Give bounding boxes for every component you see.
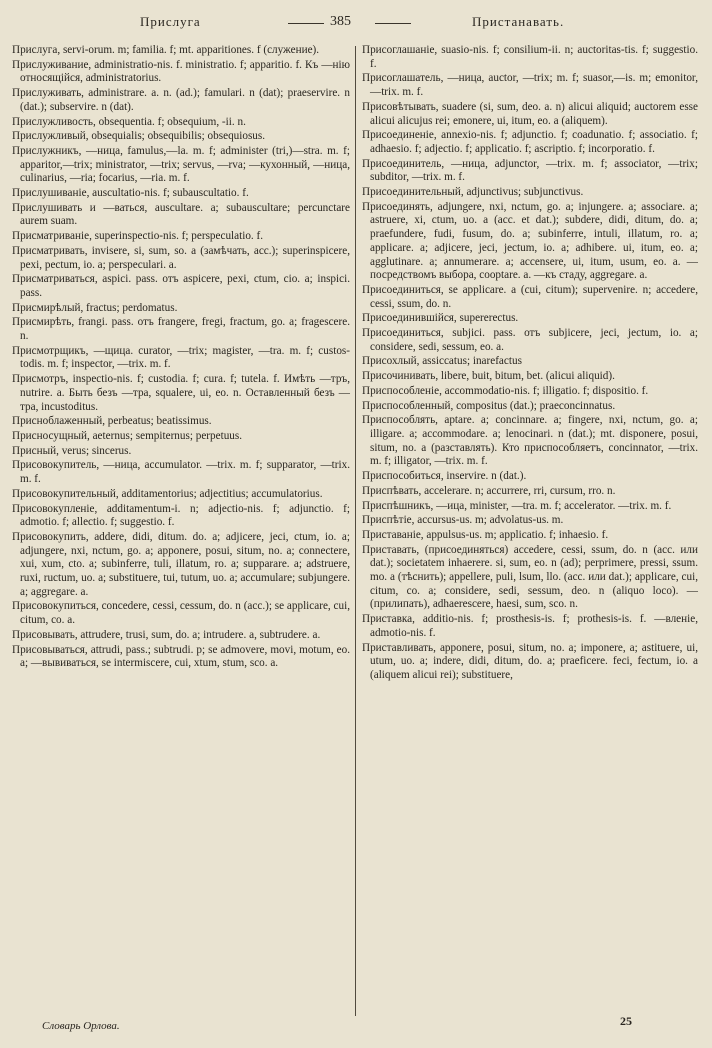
dictionary-entry: Присноблаженный, perbeatus; beatissimus. xyxy=(12,415,212,428)
dictionary-entry: Приспособиться, inservire. n (dat.). xyxy=(362,470,527,483)
dictionary-entry: Присочинивать, libere, buit, bitum, bet. (alicui aliquid). xyxy=(362,370,615,383)
dictionary-entry: Приспѣтіе, accursus-us. m; advolatus-us. m. xyxy=(362,514,564,527)
dictionary-entry: Прислужливый, obsequialis; obsequibilis; obsequiosus. xyxy=(12,130,266,143)
dictionary-entry: Присовѣтывать, suadere (si, sum, deo. a. n) alicui aliquid; auctorem esse alicui alicujus rei; emonere, ui, itum, eo. a (aliquem). xyxy=(362,100,698,127)
page-header xyxy=(0,14,712,36)
dictionary-entry: Присный, verus; sincerus. xyxy=(12,444,132,457)
dictionary-entry: Прислуживать, administrare. a. n. (ad.); famulari. n (dat); praeservire. n (dat.); subservire. n (dat). xyxy=(12,87,350,113)
right-column xyxy=(362,44,698,684)
dictionary-entry: Приспѣшникъ, —ица, minister, —tra. m. f; accelerator. —trix. m. f. xyxy=(362,499,672,512)
header-rule-right xyxy=(375,23,411,24)
dictionary-entry: Присовокупленіе, additamentum-i. n; adjectio-nis. f; adjunctio. f; admotio. f; allectio. f; suggestio. f. xyxy=(12,502,350,529)
dictionary-entry: Приспѣвать, accelerare. n; accurrere, rri, cursum, rro. n. xyxy=(362,484,616,497)
dictionary-entry: Приставка, additio-nis. f; prosthesis-is. f; prothesis-is. f. —вленіе, admotio-nis. f. xyxy=(362,613,698,639)
dictionary-entry: Присоединитель, —ница, adjunctor, —trix. m. f; associator, —trix; subditor, —trix. m. f. xyxy=(362,157,698,184)
dictionary-entry: Присносущный, aeternus; sempiternus; perpetuus. xyxy=(12,429,243,442)
dictionary-entry: Присовываться, attrudi, pass.; subtrudi. p; se admovere, movi, motum, eo. a; —вывиваться, se intermiscere, cui, xtum, stum, sco. a. xyxy=(12,643,350,670)
dictionary-entry: Присовокупить, addere, didi, ditum. do. a; adjicere, jeci, ctum, io. a; adjungere, nxi, nctum, go. a; apponere, posui, situm, no. a; connectere, xui, xum, cto. a; subinferre, tuli, illatum, ro. a; supparare. a; adstruere, ruxi, ructum, uo. a; substituere, tui, tutum, uo. a; accumulare; subjungere. a; aggregare. a. xyxy=(12,530,350,598)
dictionary-entry: Присматриваться, aspici. pass. отъ aspicere, pexi, ctum, cio. a; inspici. pass. xyxy=(12,273,350,299)
dictionary-entry: Прислуживание, administratio-nis. f. ministratio. f; apparitio. f. Къ —нію относящійся, administratorius. xyxy=(12,58,350,85)
footer-source: Словарь Орлова. xyxy=(42,1020,120,1032)
dictionary-entry: Присоединиться, subjici. pass. отъ subjicere, jeci, jectum, io. a; considere, sedi, sessum, eo. a. xyxy=(362,327,698,353)
dictionary-entry: Прислуга, servi-orum. m; familia. f; mt. apparitiones. f (служение). xyxy=(12,44,320,56)
dictionary-entry: Присоединеніе, annexio-nis. f; adjunctio. f; coadunatio. f; associatio. f; adhaesio. f; adjectio. f; applicatio. f; ascriptio. f; incorporatio. f. xyxy=(362,129,698,155)
dictionary-entry: Присматриваніе, superinspectio-nis. f; perspeculatio. f. xyxy=(12,230,264,243)
dictionary-entry: Присоглашаніе, suasio-nis. f; consilium-ii. n; auctoritas-tis. f; suggestio. f. xyxy=(362,44,698,70)
dictionary-entry: Прислушиваніе, auscultatio-nis. f; subauscultatio. f. xyxy=(12,187,249,200)
dictionary-entry: Присохлый, assiccatus; inarefactus xyxy=(362,355,522,368)
header-rule-left xyxy=(288,23,324,24)
dictionary-entry: Приставаніе, appulsus-us. m; applicatio. f; inhaesio. f. xyxy=(362,528,609,541)
dictionary-entry: Присовокупитель, —ница, accumulator. —trix. m. f; supparator, —trix. m. f. xyxy=(12,459,350,486)
dictionary-entry: Прислужникъ, —ница, famulus,—la. m. f; administer (tri,)—stra. m. f; apparitor,—trix; ministrator, —trix; servus, —rva; —кухонный, —ница, culinarius, —ria; focarius, —ria. m. f. xyxy=(12,144,350,185)
dictionary-entry: Присоединительный, adjunctivus; subjunctivus. xyxy=(362,186,584,199)
header-right-word: Пристанавать. xyxy=(472,14,565,29)
dictionary-entry: Присматривать, invisere, si, sum, so. a (замѣчать, acc.); superinspicere, pexi, pectum, io. a; perspeculari. a. xyxy=(12,244,350,271)
dictionary-entry: Прислужливость, obsequentia. f; obsequium, -ii. n. xyxy=(12,115,246,128)
dictionary-entry: Присмотръ, inspectio-nis. f; custodia. f; cura. f; tutela. f. Имѣть —тръ, nutrire. a. Быть безъ —тра, squalere, ui, eo. n. Оставленный безъ —тра, incustoditus. xyxy=(12,373,350,413)
dictionary-entry: Приспособлять, aptare. a; concinnare. a; fingere, nxi, nctum, go. a; illigare. a; accommodare. a; lenocinari. n (dat.); mt. disponere, posui, situm, no. a (разставлять). Кто приспособляетъ, concinnator, —trix. m. f; illigator, —trix. m. f. xyxy=(362,414,698,468)
header-left-word: Прислуга xyxy=(140,14,201,29)
footer-signature-number: 25 xyxy=(620,1014,632,1028)
dictionary-entry: Присмирѣлый, fractus; perdomatus. xyxy=(12,301,178,314)
page-number: 385 xyxy=(330,14,351,29)
left-column xyxy=(12,44,350,672)
dictionary-entry: Присоединиться, se applicare. a (cui, citum); supervenire. n; accedere, cessi, ssum, do. n. xyxy=(362,283,698,310)
dictionary-entry: Присоединять, adjungere, nxi, nctum, go. a; injungere. a; associare. a; astruere, xi, ctum, uo. a (acc. et dat.); subdere, didi, ditum, do. a; praefundere, fudi, fusum, do. a; subinferre, intuli, illatum, ro. a; applicare. a; adjicere, jeci, jectum, io. a; adhibere. ui, itum, eo. a; agglutinare. a; annumerare. a; accensere, ui, itum, usum, eo. a. — посредствомъ выбора, cooptare. a. —къ стаду, aggregare. a. xyxy=(362,200,698,282)
column-divider xyxy=(355,46,356,1016)
dictionary-entry: Приставливать, apponere, posui, situm, no. a; imponere, a; astituere, ui, utum, uo. a; indere, didi, ditum, do. a; praeficere. feci, fectum, io. a (aliquem alicui rei); substituere, xyxy=(362,641,698,681)
dictionary-entry: Присоглашатель, —ница, auctor, —trix; m. f; suasor,—is. m; emonitor, —trix. m. f. xyxy=(362,72,698,99)
dictionary-entry: Присмотрщикъ, —щица. curator, —trix; magister, —tra. m. f; custos-todis. m. f; inspector, —trix. m. f. xyxy=(12,344,350,371)
dictionary-entry: Присоединившійся, supererectus. xyxy=(362,312,519,325)
dictionary-entry: Присмирѣть, frangi. pass. отъ frangere, fregi, fractum, go. a; fragescere. n. xyxy=(12,316,350,343)
dictionary-entry: Приспособленіе, accommodatio-nis. f; illigatio. f; dispositio. f. xyxy=(362,384,649,397)
dictionary-entry: Присовокупительный, additamentorius; adjectitius; accumulatorius. xyxy=(12,487,323,500)
dictionary-entry: Присовокупиться, concedere, cessi, cessum, do. n (acc.); se applicare, cui, citum, co. a. xyxy=(12,600,350,627)
dictionary-entry: Прислушивать и —ваться, auscultare. a; subauscultare; percunctare aurem suam. xyxy=(12,201,350,228)
dictionary-entry: Присовывать, attrudere, trusi, sum, do. a; intrudere. a, subtrudere. a. xyxy=(12,628,321,641)
dictionary-entry: Приспособленный, compositus (dat.); praeconcinnatus. xyxy=(362,399,616,412)
dictionary-entry: Приставать, (присоединяться) accedere, cessi, ssum, do. n (acc. или dat.); societatem inhaerere. si, sum, eo. n (ad); perprimere, pressi, ssum. mo. a (тѣснить); appellere, puli, lsum, llo. (acc. или dat.); applicare, cui, citum, co. a; considere, sedi, sessum, deo. n (aliquo loco). — (прилипать), adhaerescere, haesi, sum, sco. n. xyxy=(362,543,698,611)
